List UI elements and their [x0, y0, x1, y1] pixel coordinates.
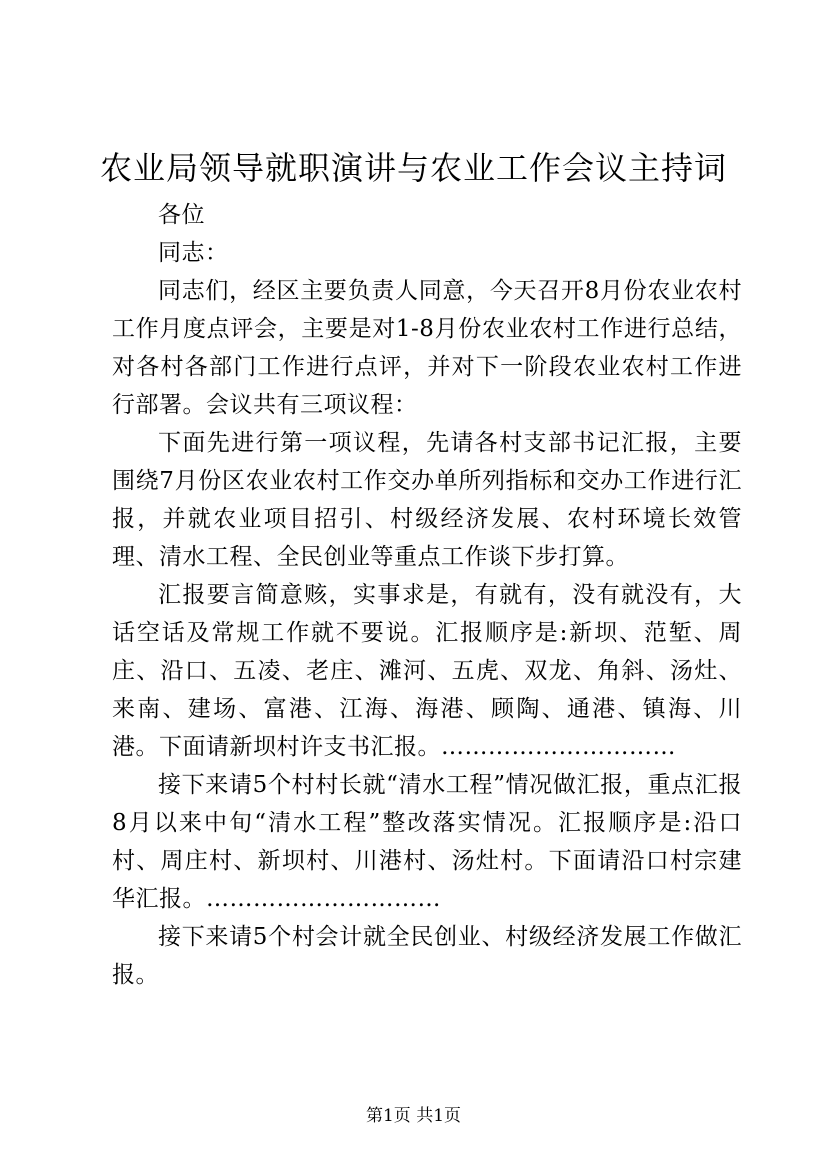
paragraph-agenda-one: 下面先进行第一项议程，先请各村支部书记汇报，主要围绕7月份区农业农村工作交办单所列指标和交办工作进行汇报，并就农业项目招引、村级经济发展、农村环境长效管理、清水工程、全民创业等重点工作谈下步打算。 [112, 430, 742, 570]
paragraph-clean-water: 接下来请5个村村长就“清水工程”情况做汇报，重点汇报8月以来中旬“清水工程”整改落实情况。汇报顺序是:沿口村、周庄村、新坝村、川港村、汤灶村。下面请沿口村宗建华汇报。………………………… [112, 772, 742, 912]
paragraph-accountants: 接下来请5个村会计就全民创业、村级经济发展工作做汇报。 [112, 924, 742, 988]
salutation-line-2: 同志： [158, 240, 229, 266]
paragraph-report-order: 汇报要言简意赅，实事求是，有就有，没有就没有，大话空话及常规工作就不要说。汇报顺序是:新坝、范堑、周庄、沿口、五凌、老庄、滩河、五虎、双龙、角斜、汤灶、来南、建场、富港、江海、海港、顾陶、通港、镇海、川港。下面请新坝村许支书汇报。………………………… [112, 582, 742, 760]
document-title: 农业局领导就职演讲与农业工作会议主持词 [99, 149, 727, 187]
salutation-line-1: 各位 [158, 202, 205, 228]
page-footer: 第1页 共1页 [365, 1106, 462, 1126]
document-body [112, 196, 742, 994]
paragraph-opening: 同志们，经区主要负责人同意，今天召开8月份农业农村工作月度点评会，主要是对1-8月份农业农村工作进行总结，对各村各部门工作进行点评，并对下一阶段农业农村工作进行部署。会议共有三项议程： [112, 278, 742, 418]
